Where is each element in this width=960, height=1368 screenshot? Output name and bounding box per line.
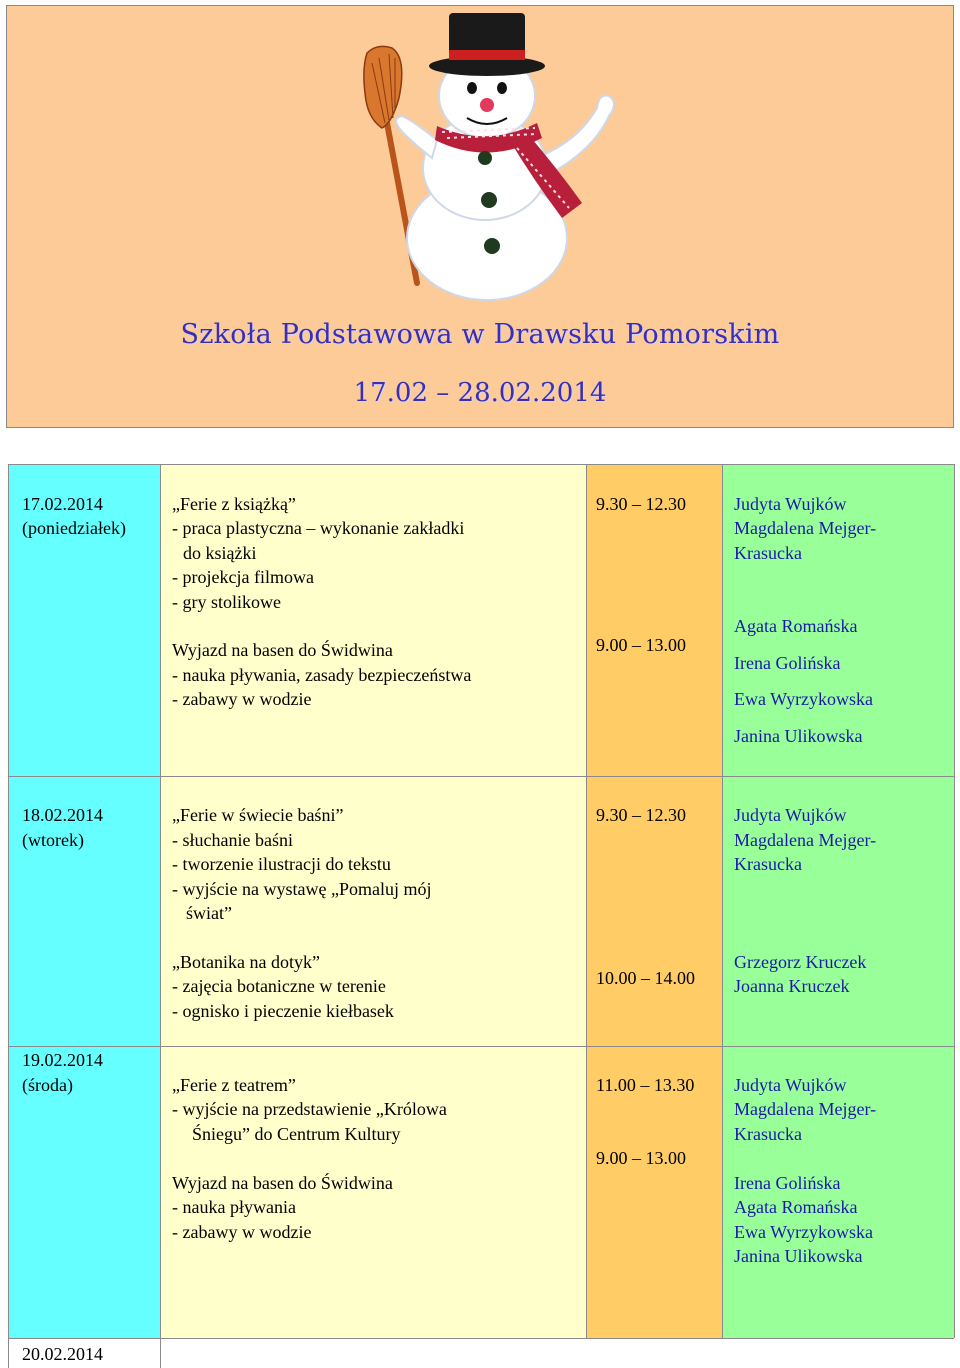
activity-cell xyxy=(160,464,586,776)
staff-name: Agata Romańska xyxy=(734,1197,858,1217)
staff-name: Magdalena Mejger- xyxy=(734,518,877,538)
staff-name: Agata Romańska xyxy=(734,616,858,636)
activity-cell xyxy=(160,1046,586,1338)
time-cell xyxy=(586,1046,722,1338)
row-day: (środa) xyxy=(22,1075,73,1095)
time-range: 9.30 – 12.30 xyxy=(596,494,686,514)
activity-title: Wyjazd na basen do Świdwina xyxy=(172,640,393,660)
row-date: 19.02.2014 xyxy=(22,1050,103,1070)
staff-name: Irena Golińska xyxy=(734,1173,841,1193)
staff-name: Judyta Wujków xyxy=(734,1075,847,1095)
school-title: Szkoła Podstawowa w Drawsku Pomorskim xyxy=(180,319,780,350)
date-cell xyxy=(8,776,160,1046)
activity-cell xyxy=(160,776,586,1046)
staff-name: Irena Golińska xyxy=(734,653,841,673)
time-range: 10.00 – 14.00 xyxy=(596,968,695,988)
activity-line: - wyjście na wystawę „Pomaluj mój xyxy=(172,879,432,899)
activity-line: - słuchanie baśni xyxy=(172,830,293,850)
date-cell xyxy=(8,1046,160,1338)
staff-name: Janina Ulikowska xyxy=(734,1246,863,1266)
activity-line: - zabawy w wodzie xyxy=(172,1222,312,1242)
row-day: (poniedziałek) xyxy=(22,518,126,538)
staff-name: Krasucka xyxy=(734,543,802,563)
activity-line: - praca plastyczna – wykonanie zakładki xyxy=(172,518,465,538)
staff-name: Grzegorz Kruczek xyxy=(734,952,867,972)
activity-line: - ognisko i pieczenie kiełbasek xyxy=(172,1001,394,1021)
staff-name: Krasucka xyxy=(734,854,802,874)
staff-name: Ewa Wyrzykowska xyxy=(734,1222,874,1242)
staff-name: Judyta Wujków xyxy=(734,494,847,514)
holiday-dates: 17.02 – 28.02.2014 xyxy=(353,378,607,408)
row-divider xyxy=(160,1338,954,1339)
row-date: 20.02.2014 xyxy=(22,1344,103,1364)
activity-line: do książki xyxy=(183,543,257,563)
time-cell xyxy=(586,464,722,776)
row-date: 17.02.2014 xyxy=(22,494,103,514)
activity-line: - tworzenie ilustracji do tekstu xyxy=(172,854,391,874)
activity-line: - gry stolikowe xyxy=(172,592,281,612)
activity-line: - projekcja filmowa xyxy=(172,567,314,587)
time-cell xyxy=(586,776,722,1046)
activity-line: - nauka pływania xyxy=(172,1197,296,1217)
time-range: 9.00 – 13.00 xyxy=(596,1148,686,1168)
time-range: 9.00 – 13.00 xyxy=(596,635,686,655)
staff-name: Judyta Wujków xyxy=(734,805,847,825)
snowman-with-broom-icon xyxy=(337,8,637,308)
staff-cell xyxy=(722,1046,954,1338)
staff-cell xyxy=(722,776,954,1046)
time-range: 9.30 – 12.30 xyxy=(596,805,686,825)
row-day: (wtorek) xyxy=(22,830,84,850)
row-date: 18.02.2014 xyxy=(22,805,103,825)
staff-name: Magdalena Mejger- xyxy=(734,830,877,850)
header-banner xyxy=(6,5,954,428)
activity-title: „Ferie z teatrem” xyxy=(172,1075,296,1095)
table-border xyxy=(954,464,955,1338)
staff-name: Magdalena Mejger- xyxy=(734,1099,877,1119)
activity-line: - nauka pływania, zasady bezpieczeństwa xyxy=(172,665,472,685)
activity-title: Wyjazd na basen do Świdwina xyxy=(172,1173,393,1193)
staff-name: Ewa Wyrzykowska xyxy=(734,689,874,709)
activity-line: - wyjście na przedstawienie „Królowa xyxy=(172,1099,447,1119)
activity-line: świat” xyxy=(186,903,232,923)
activity-title: „Ferie w świecie baśni” xyxy=(172,805,344,825)
activity-line: - zabawy w wodzie xyxy=(172,689,312,709)
activity-line: Śniegu” do Centrum Kultury xyxy=(192,1124,401,1144)
activity-line: - zajęcia botaniczne w terenie xyxy=(172,976,386,996)
staff-name: Janina Ulikowska xyxy=(734,726,863,746)
date-cell xyxy=(8,464,160,776)
activity-title: „Botanika na dotyk” xyxy=(172,952,320,972)
staff-cell xyxy=(722,464,954,776)
staff-name: Krasucka xyxy=(734,1124,802,1144)
time-range: 11.00 – 13.30 xyxy=(596,1075,695,1095)
staff-name: Joanna Kruczek xyxy=(734,976,850,996)
date-cell xyxy=(8,1338,160,1368)
activity-title: „Ferie z książką” xyxy=(172,494,296,514)
